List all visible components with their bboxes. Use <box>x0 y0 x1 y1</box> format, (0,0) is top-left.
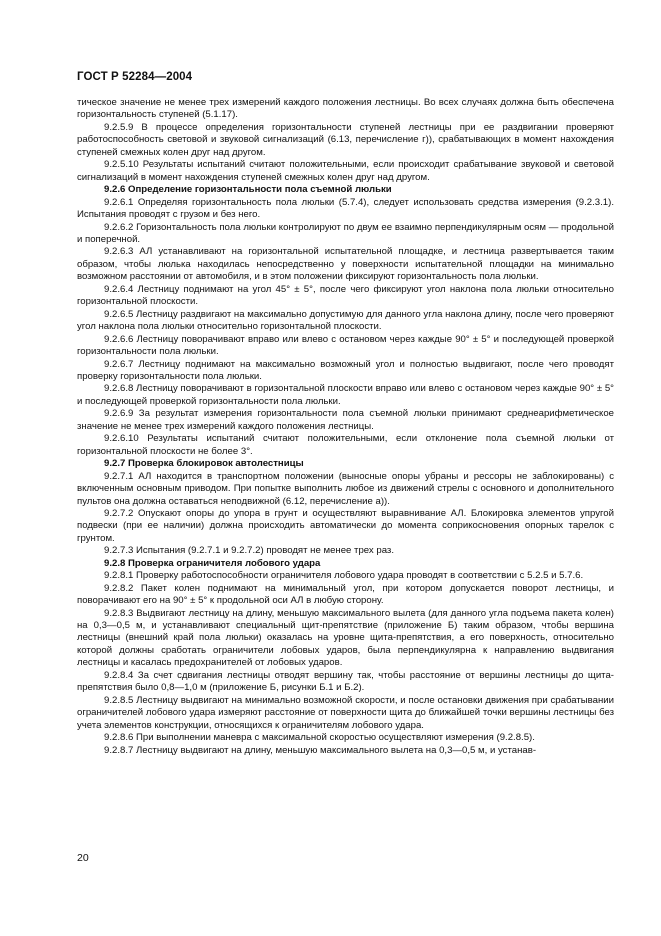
paragraph: 9.2.6.3 АЛ устанавливают на горизонтальной испытательной площадке, и лестница развертывается таким образом, чтобы люлька находилась непосредственно у поверхности испытательной площадки на минимально возможном расстоянии от автомобиля, и в этом положении фиксируют горизонтальность пола люльки. <box>77 246 614 283</box>
paragraph: 9.2.6.5 Лестницу раздвигают на максимально допустимую для данного угла наклона длину, после чего проверяют угол наклона пола люльки относительно горизонтальной плоскости. <box>77 308 614 333</box>
paragraph: 9.2.8.5 Лестницу выдвигают на минимально возможной скорости, и после остановки движения при срабатывании ограничителей лобового удара измеряют расстояние от поверхности щита до ближайшей точки вершины лестницы без учета элементов конструкции, относящихся к ограничителям лобового удара. <box>77 694 614 731</box>
paragraph: 9.2.8.3 Выдвигают лестницу на длину, меньшую максимального вылета (для данного угла подъема пакета колен) на 0,3—0,5 м, и устанавливают специальный щит-препятствие (приложение Б) таким образом, чтобы вершина лестницы (внешний край пола люльки) оказалась на уровне щита-препятствия, а его поверхность, относительно которой должны сработать ограничители лобовых ударов, была перпендикулярна к направлению выдвигания лестницы и касалась предохранителей от лобовых ударов. <box>77 607 614 669</box>
paragraph: тическое значение не менее трех измерений каждого положения лестницы. Во всех случаях должна быть обеспечена горизонтальность ступеней (5.1.17). <box>77 97 614 121</box>
paragraph: 9.2.6.10 Результаты испытаний считают положительными, если отклонение пола съемной люльки от горизонтальной плоскости не более 3°. <box>77 433 614 457</box>
paragraph: 9.2.5.10 Результаты испытаний считают положительными, если происходит срабатывание звуковой и световой сигнализаций в момент нахождения ступеней смежных колен друг над другом. <box>77 159 614 183</box>
paragraph: 9.2.5.9 В процессе определения горизонтальности ступеней лестницы при ее раздвигании проверяют работоспособность световой и звуковой сигнализаций (6.13, перечисление г)), срабатывающих в момент нахождения ступеней смежных колен друг над другом. <box>77 121 614 158</box>
paragraph: 9.2.8.1 Проверку работоспособности ограничителя лобового удара проводят в соответствии с 5.2.5 и 5.7.6. <box>104 570 584 582</box>
paragraph: 9.2.6.7 Лестницу поднимают на максимально возможный угол и полностью выдвигают, после чего проводят проверку горизонтальности пола люльки. <box>77 358 614 382</box>
paragraph: 9.2.6.6 Лестницу поворачивают вправо или влево с остановом через каждые 90° ± 5° и последующей проверкой горизонтальности пола люльки. <box>77 333 614 358</box>
paragraph: 9.2.7.3 Испытания (9.2.7.1 и 9.2.7.2) проводят не менее трех раз. <box>104 545 394 557</box>
paragraph: 9.2.6.9 За результат измерения горизонтальности пола съемной люльки принимают среднеарифметическое значение не менее трех измерений каждого положения лестницы. <box>77 408 614 432</box>
paragraph: 9.2.7.1 АЛ находится в транспортном положении (выносные опоры убраны и рессоры не заблокированы) с включенным основным приводом. При попытке выполнить любое из движений стрелы с основного и дополнительного пультов она должна оставаться неподвижной (6.12, перечисление а)). <box>77 470 614 507</box>
standard-header: ГОСТ Р 52284—2004 <box>77 71 193 83</box>
section-heading: 9.2.7 Проверка блокировок автолестницы <box>104 458 304 470</box>
body-text <box>77 97 614 757</box>
paragraph: 9.2.8.7 Лестницу выдвигают на длину, меньшую максимального вылета на 0,3—0,5 м, и устанав- <box>104 744 537 756</box>
paragraph: 9.2.6.1 Определяя горизонтальность пола люльки (5.7.4), следует использовать средства измерения (9.2.3.1). Испытания проводят с грузом и без него. <box>77 196 614 221</box>
paragraph: 9.2.8.2 Пакет колен поднимают на минимальный угол, при котором допускается поворот лестницы, и поворачивают его на 90° ± 5° к продольной оси АЛ в любую сторону. <box>77 582 614 607</box>
paragraph: 9.2.6.2 Горизонтальность пола люльки контролируют по двум ее взаимно перпендикулярным осям — продольной и поперечной. <box>77 221 614 245</box>
section-heading: 9.2.8 Проверка ограничителя лобового удара <box>104 557 321 569</box>
paragraph: 9.2.6.8 Лестницу поворачивают в горизонтальной плоскости вправо или влево с остановом через каждые 90° ± 5° и последующей проверкой горизонтальности пола люльки. <box>77 383 614 407</box>
paragraph: 9.2.8.4 За счет сдвигания лестницы отводят вершину так, чтобы расстояние от вершины лестницы до щита-препятствия было 0,8—1,0 м (приложение Б, рисунки Б.1 и Б.2). <box>77 669 614 694</box>
section-heading: 9.2.6 Определение горизонтальности пола съемной люльки <box>104 184 392 196</box>
paragraph: 9.2.7.2 Опускают опоры до упора в грунт и осуществляют выравнивание АЛ. Блокировка элементов упругой подвески (при ее наличии) должна происходить автоматически до момента соприкосновения опорных тарелок с грунтом. <box>77 507 614 544</box>
paragraph: 9.2.8.6 При выполнении маневра с максимальной скоростью осуществляют измерения (9.2.8.5). <box>104 732 535 744</box>
page-number: 20 <box>77 852 89 864</box>
paragraph: 9.2.6.4 Лестницу поднимают на угол 45° ± 5°, после чего фиксируют угол наклона пола люльки относительно горизонтальной плоскости. <box>77 283 614 308</box>
